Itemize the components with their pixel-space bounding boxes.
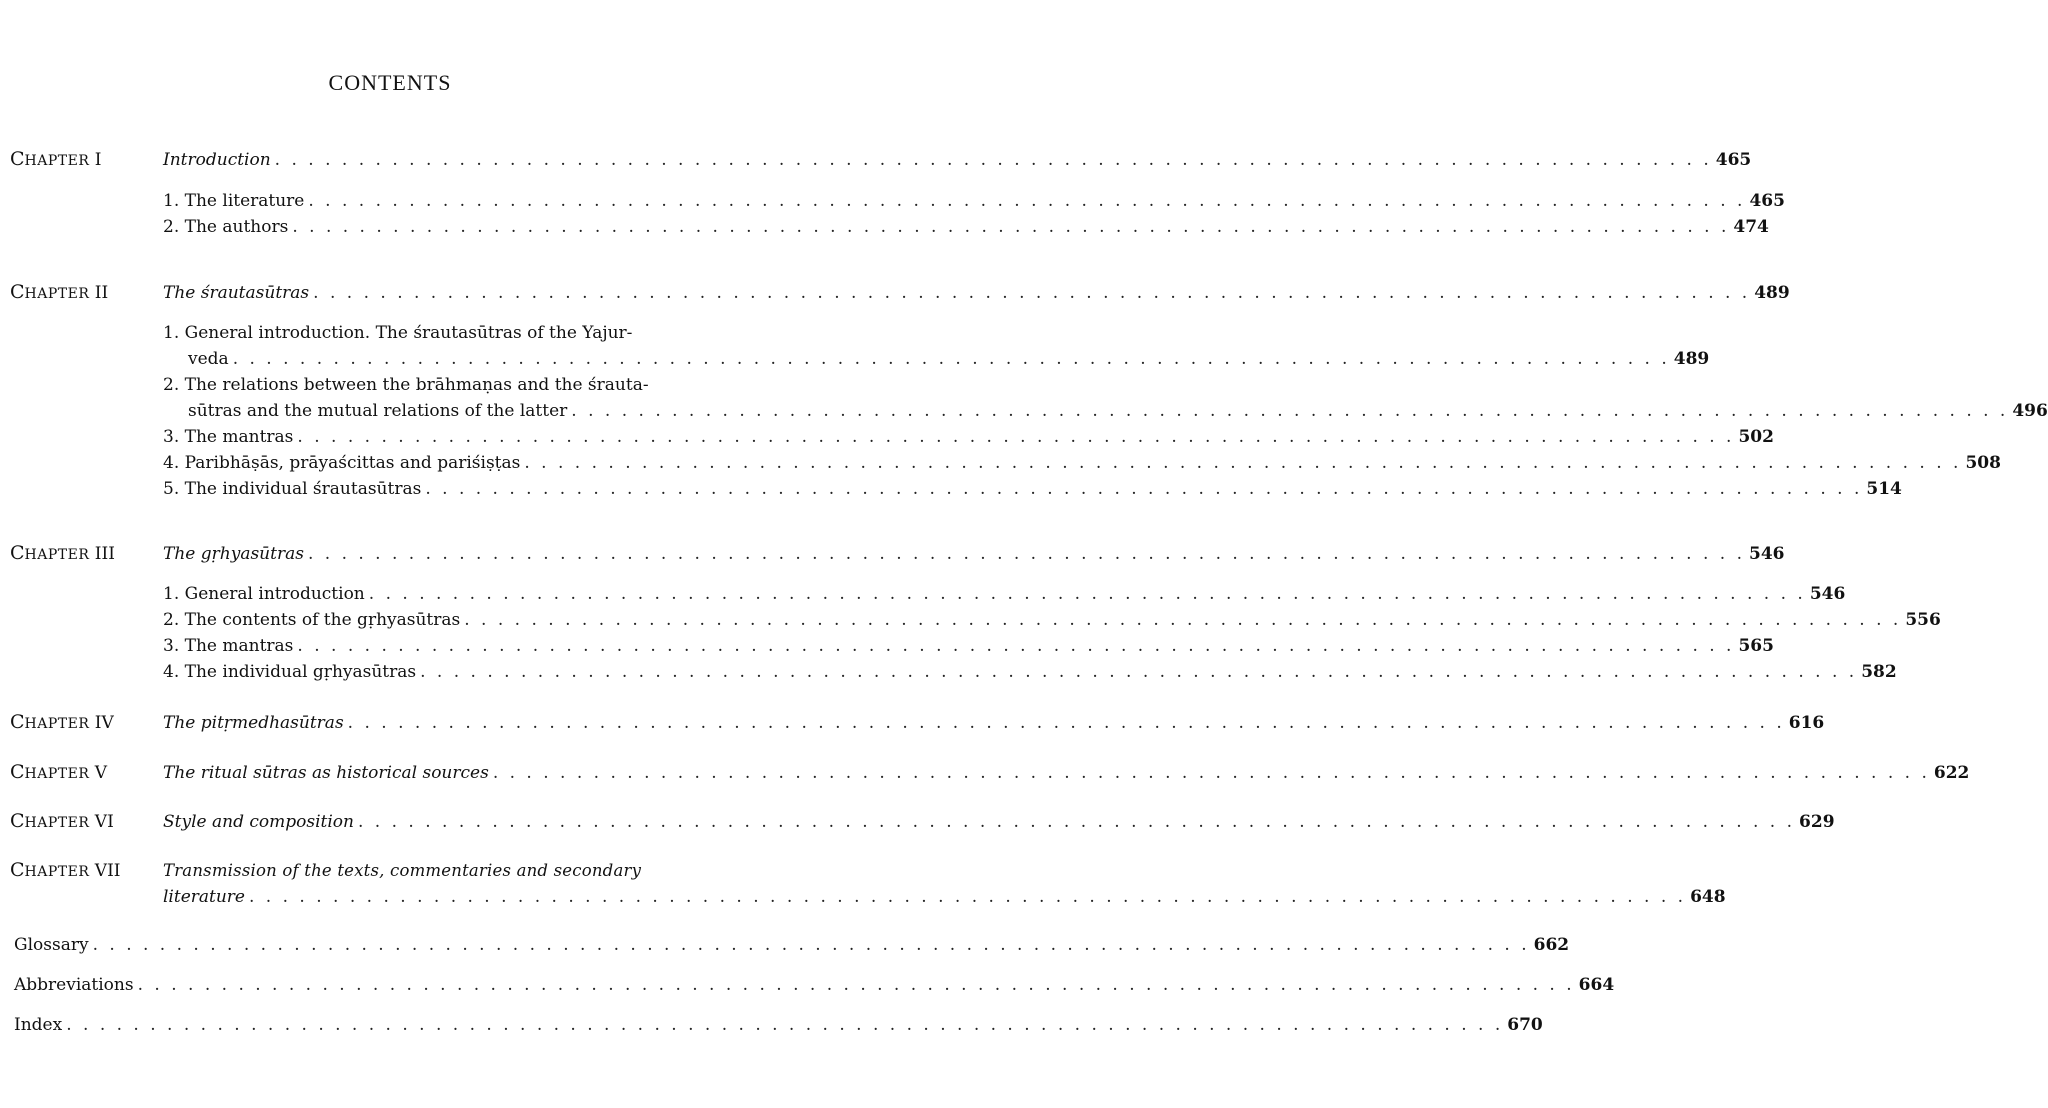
- chapter-1-label: CHAPTER I: [10, 148, 102, 170]
- leader-dots: . . . . . . . . . . . . . . . . . . . . . . . . . . . . . . . . . . . . . . . . . . . . . . . . . . . . . . . . . . . . . . . . . . . . . . . . . . . . . . . . . . . . . .: [66, 1015, 1504, 1035]
- leader-dots: . . . . . . . . . . . . . . . . . . . . . . . . . . . . . . . . . . . . . . . . . . . . . . . . . . . . . . . . . . . . . . . . . . . . . . . . . . . . . . . . . . . . . .: [137, 975, 1575, 995]
- entry-text: 5. The individual śrautasūtras: [163, 479, 422, 499]
- page-number: 616: [1788, 713, 1825, 733]
- entry-text: 2. The authors: [163, 217, 289, 237]
- toc-entry[interactable]: [188, 349, 1710, 369]
- chapter-3-title: The gṛhyasūtras: [163, 544, 304, 564]
- chapter-3-entry[interactable]: [163, 544, 1785, 564]
- leader-dots: . . . . . . . . . . . . . . . . . . . . . . . . . . . . . . . . . . . . . . . . . . . . . . . . . . . . . . . . . . . . . . . . . . . . . . . . . . . . . . . . . . . . . .: [92, 935, 1530, 955]
- toc-entry[interactable]: [163, 479, 1902, 499]
- chapter-4-entry[interactable]: [163, 713, 1825, 733]
- chapter-4-title: The pitṛmedhasūtras: [163, 713, 344, 733]
- leader-dots: . . . . . . . . . . . . . . . . . . . . . . . . . . . . . . . . . . . . . . . . . . . . . . . . . . . . . . . . . . . . . . . . . . . . . . . . . . . . . . . . . . . . . .: [297, 427, 1735, 447]
- leader-dots: . . . . . . . . . . . . . . . . . . . . . . . . . . . . . . . . . . . . . . . . . . . . . . . . . . . . . . . . . . . . . . . . . . . . . . . . . . . . . . . . . . . . . .: [368, 584, 1806, 604]
- toc-entry[interactable]: [163, 610, 1941, 630]
- entry-text: 4. Paribhāṣās, prāyaścittas and pariśiṣṭas: [163, 453, 521, 473]
- entry-text: Glossary: [14, 935, 89, 955]
- page-title: CONTENTS: [328, 70, 452, 95]
- entry-text: 3. The mantras: [163, 427, 294, 447]
- page-number: 514: [1866, 479, 1902, 499]
- page-number: 465: [1749, 191, 1785, 211]
- chapter-3-label: CHAPTER III: [10, 542, 115, 564]
- entry-text: Index: [14, 1015, 63, 1035]
- entry-text: 2. The relations between the brāhmaṇas and the śrauta-: [163, 375, 649, 395]
- chapter-6-entry[interactable]: [163, 812, 1835, 832]
- leader-dots: . . . . . . . . . . . . . . . . . . . . . . . . . . . . . . . . . . . . . . . . . . . . . . . . . . . . . . . . . . . . . . . . . . . . . . . . . . . . . . . . . . . . . .: [347, 713, 1785, 733]
- entry-text: 2. The contents of the gṛhyasūtras: [163, 610, 461, 630]
- entry-text: 1. The literature: [163, 191, 305, 211]
- page-number: 546: [1809, 584, 1846, 604]
- leader-dots: . . . . . . . . . . . . . . . . . . . . . . . . . . . . . . . . . . . . . . . . . . . . . . . . . . . . . . . . . . . . . . . . . . . . . . . . . . . . . . . . . . . . . .: [357, 812, 1796, 832]
- entry-text: 3. The mantras: [163, 636, 294, 656]
- leader-dots: . . . . . . . . . . . . . . . . . . . . . . . . . . . . . . . . . . . . . . . . . . . . . . . . . . . . . . . . . . . . . . . . . . . . . . . . . . . . . . . . . . . . . .: [425, 479, 1863, 499]
- chapter-5-entry[interactable]: [163, 763, 1970, 783]
- chapter-6-title: Style and composition: [163, 812, 354, 832]
- toc-entry[interactable]: [163, 217, 1769, 237]
- entry-text: 1. General introduction. The śrautasūtras of the Yajur-: [163, 323, 633, 343]
- leader-dots: . . . . . . . . . . . . . . . . . . . . . . . . . . . . . . . . . . . . . . . . . . . . . . . . . . . . . . . . . . . . . . . . . . . . . . . . . . . . . . . . . . . . . .: [292, 217, 1730, 237]
- toc-entry[interactable]: [188, 401, 2048, 421]
- leader-dots: . . . . . . . . . . . . . . . . . . . . . . . . . . . . . . . . . . . . . . . . . . . . . . . . . . . . . . . . . . . . . . . . . . . . . . . . . . . . . . . . . . . . . .: [492, 763, 1930, 783]
- page-number: 474: [1733, 217, 1769, 237]
- toc-entry[interactable]: [163, 662, 1897, 682]
- chapter-6-label: CHAPTER VI: [10, 810, 114, 832]
- page-number: 662: [1533, 935, 1570, 955]
- chapter-7-title-cont: literature: [163, 887, 245, 907]
- chapter-7-label: CHAPTER VII: [10, 859, 121, 881]
- page-number: 465: [1715, 150, 1752, 170]
- leader-dots: . . . . . . . . . . . . . . . . . . . . . . . . . . . . . . . . . . . . . . . . . . . . . . . . . . . . . . . . . . . . . . . . . . . . . . . . . . . . . . . . . . . . . .: [420, 662, 1858, 682]
- leader-dots: . . . . . . . . . . . . . . . . . . . . . . . . . . . . . . . . . . . . . . . . . . . . . . . . . . . . . . . . . . . . . . . . . . . . . . . . . . . . . . . . . . . . . .: [307, 544, 1746, 564]
- leader-dots: . . . . . . . . . . . . . . . . . . . . . . . . . . . . . . . . . . . . . . . . . . . . . . . . . . . . . . . . . . . . . . . . . . . . . . . . . . . . . . . . . . . . . .: [308, 191, 1746, 211]
- page-number: 489: [1673, 349, 1710, 369]
- toc-entry[interactable]: [163, 584, 1846, 604]
- page-number: 508: [1965, 453, 2001, 473]
- leader-dots: . . . . . . . . . . . . . . . . . . . . . . . . . . . . . . . . . . . . . . . . . . . . . . . . . . . . . . . . . . . . . . . . . . . . . . . . . . . . . . . . . . . . . .: [571, 401, 2009, 421]
- page-number: 670: [1507, 1015, 1543, 1035]
- page-number: 582: [1861, 662, 1897, 682]
- leader-dots: . . . . . . . . . . . . . . . . . . . . . . . . . . . . . . . . . . . . . . . . . . . . . . . . . . . . . . . . . . . . . . . . . . . . . . . . . . . . . . . . . . . . . .: [232, 349, 1670, 369]
- chapter-5-title: The ritual sūtras as historical sources: [163, 763, 489, 783]
- page-number: 565: [1738, 636, 1774, 656]
- leader-dots: . . . . . . . . . . . . . . . . . . . . . . . . . . . . . . . . . . . . . . . . . . . . . . . . . . . . . . . . . . . . . . . . . . . . . . . . . . . . . . . . . . . . . .: [297, 636, 1735, 656]
- entry-text: sūtras and the mutual relations of the latter: [188, 401, 568, 421]
- chapter-4-label: CHAPTER IV: [10, 711, 114, 733]
- page-number: 664: [1578, 975, 1615, 995]
- leader-dots: . . . . . . . . . . . . . . . . . . . . . . . . . . . . . . . . . . . . . . . . . . . . . . . . . . . . . . . . . . . . . . . . . . . . . . . . . . . . . . . . . . . . . .: [249, 887, 1687, 907]
- page-number: 556: [1905, 610, 1941, 630]
- chapter-7-title[interactable]: Transmission of the texts, commentaries and secondary: [163, 861, 642, 880]
- page-number: 622: [1933, 763, 1970, 783]
- chapter-2-entry[interactable]: [163, 283, 1790, 303]
- entry-text: veda: [188, 349, 229, 369]
- toc-entry[interactable]: [163, 453, 2001, 473]
- toc-entry[interactable]: [163, 427, 1774, 447]
- page-number: 496: [2012, 401, 2048, 421]
- page-number: 629: [1799, 812, 1835, 832]
- chapter-7-entry[interactable]: [163, 887, 1726, 907]
- entry-text: 1. General introduction: [163, 584, 365, 604]
- abbreviations-entry[interactable]: [14, 975, 1615, 995]
- chapter-2-label: CHAPTER II: [10, 281, 109, 303]
- toc-entry[interactable]: [163, 191, 1785, 211]
- page-number: 546: [1749, 544, 1785, 564]
- glossary-entry[interactable]: [14, 935, 1570, 955]
- page-number: 502: [1738, 427, 1774, 447]
- chapter-5-label: CHAPTER V: [10, 761, 108, 783]
- toc-entry[interactable]: [163, 636, 1774, 656]
- leader-dots: . . . . . . . . . . . . . . . . . . . . . . . . . . . . . . . . . . . . . . . . . . . . . . . . . . . . . . . . . . . . . . . . . . . . . . . . . . . . . . . . . . . . . .: [313, 283, 1751, 303]
- page-number: 489: [1754, 283, 1790, 303]
- chapter-2-title: The śrautasūtras: [163, 283, 310, 303]
- chapter-1-entry[interactable]: [163, 150, 1752, 170]
- page-number: 648: [1690, 887, 1726, 907]
- leader-dots: . . . . . . . . . . . . . . . . . . . . . . . . . . . . . . . . . . . . . . . . . . . . . . . . . . . . . . . . . . . . . . . . . . . . . . . . . . . . . . . . . . . . . .: [274, 150, 1712, 170]
- chapter-1-title: Introduction: [163, 150, 271, 170]
- entry-text: Abbreviations: [14, 975, 134, 995]
- index-entry[interactable]: [14, 1015, 1543, 1035]
- entry-text: 4. The individual gṛhyasūtras: [163, 662, 417, 682]
- leader-dots: . . . . . . . . . . . . . . . . . . . . . . . . . . . . . . . . . . . . . . . . . . . . . . . . . . . . . . . . . . . . . . . . . . . . . . . . . . . . . . . . . . . . . .: [524, 453, 1962, 473]
- leader-dots: . . . . . . . . . . . . . . . . . . . . . . . . . . . . . . . . . . . . . . . . . . . . . . . . . . . . . . . . . . . . . . . . . . . . . . . . . . . . . . . . . . . . . .: [464, 610, 1902, 630]
